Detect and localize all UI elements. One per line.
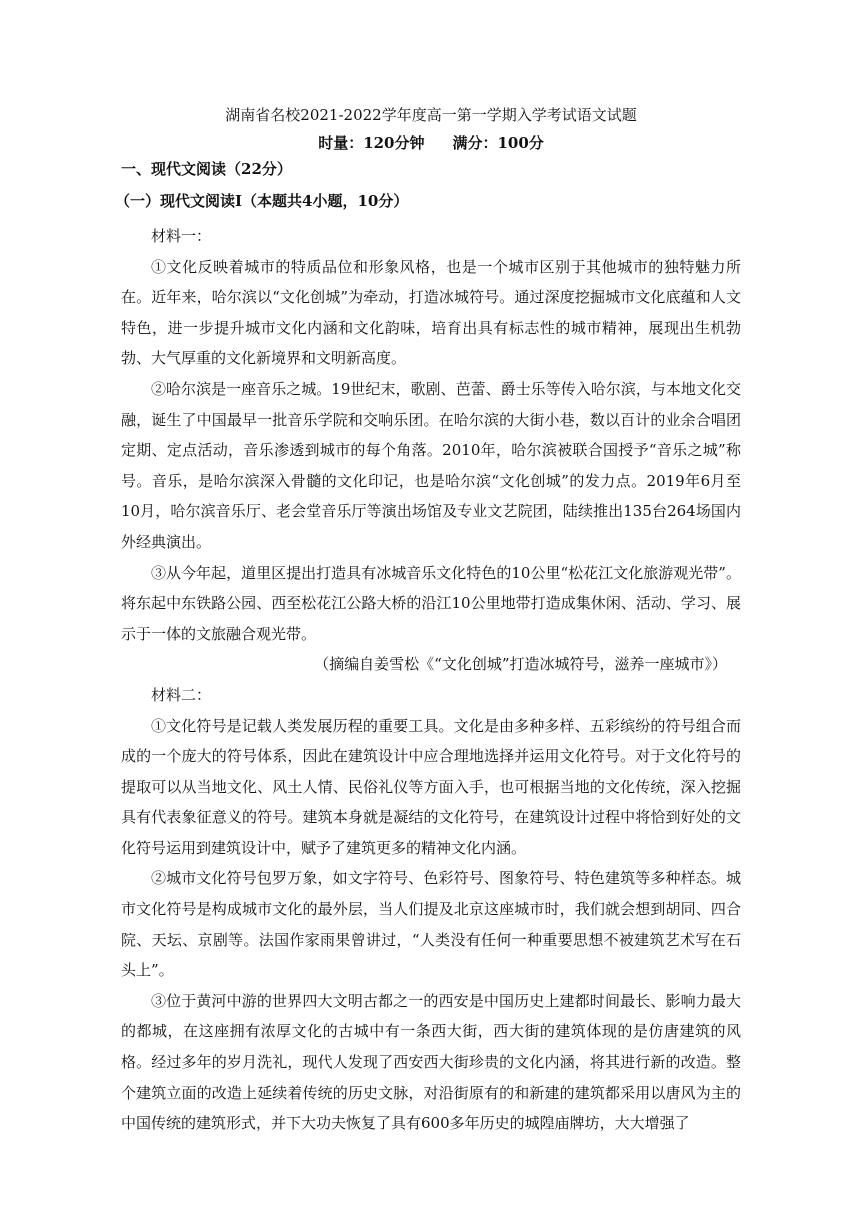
material-1-paragraph-1: ①文化反映着城市的特质品位和形象风格，也是一个城市区别于其他城市的独特魅力所在。近年来，哈尔滨以“文化创城”为牵动，打造冰城符号。通过深度挖掘城市文化底蕴和人文特色，进一步提升城市文化内涵和文化韵味，培育出具有标志性的城市精神，展现出生机勃勃、大气厚重的文化新境界和文明新高度。	[121, 257, 741, 368]
material-1-paragraph-2: ②哈尔滨是一座音乐之城。19世纪末，歌剧、芭蕾、爵士乐等传入哈尔滨，与本地文化交融，诞生了中国最早一批音乐学院和交响乐团。在哈尔滨的大街小巷，数以百计的业余合唱团定期、定点活动，音乐渗透到城市的每个角落。2010年，哈尔滨被联合国授予“音乐之城”称号。音乐，是哈尔滨深入骨髓的文化印记，也是哈尔滨“文化创城”的发力点。2019年6月至10月，哈尔滨音乐厅、老会堂音乐厅等演出场馆及专业文艺院团，陆续推出135台264场国内外经典演出。	[121, 379, 741, 551]
time-limit: 时量：120分钟	[318, 134, 425, 152]
material-1-source: （摘编自姜雪松《“文化创城”打造冰城符号，滋养一座城市》）	[314, 655, 727, 674]
material-1-label: 材料一：	[151, 227, 212, 245]
material-2-paragraph-3: ③位于黄河中游的世界四大文明古都之一的西安是中国历史上建都时间最长、影响力最大的都城，在这座拥有浓厚文化的古城中有一条西大街，西大街的建筑体现的是仿唐建筑的风格。经过多年的岁月洗礼，现代人发现了西安西大街珍贵的文化内涵，将其进行新的改造。整个建筑立面的改造上延续着传统的历史文脉，对沿街原有的和新建的建筑都采用以唐风为主的中国传统的建筑形式，并下大功夫恢复了具有600多年历史的城隍庙牌坊，大大增强了	[121, 991, 741, 1133]
reading-passage	[121, 221, 741, 1139]
material-1-paragraph-3: ③从今年起，道里区提出打造具有冰城音乐文化特色的10公里“松花江文化旅游观光带”。将东起中东铁路公园、西至松花江公路大桥的沿江10公里地带打造成集休闲、活动、学习、展示于一体的文旅融合观光带。	[121, 563, 741, 643]
subsection-heading: （一）现代文阅读Ⅰ（本题共4小题，10分）	[115, 192, 409, 210]
material-2-label: 材料二：	[151, 685, 212, 704]
material-2-paragraph-2: ②城市文化符号包罗万象，如文字符号、色彩符号、图象符号、特色建筑等多种样态。城市文化符号是构成城市文化的最外层，当人们提及北京这座城市时，我们就会想到胡同、四合院、天坛、京剧等。法国作家雨果曾讲过，“人类没有任何一种重要思想不被建筑艺术写在石头上”。	[121, 869, 741, 980]
exam-info	[121, 132, 741, 154]
full-score: 满分：100分	[452, 134, 544, 152]
material-2-paragraph-1: ①文化符号是记载人类发展历程的重要工具。文化是由多种多样、五彩缤纷的符号组合而成的一个庞大的符号体系，因此在建筑设计中应合理地选择并运用文化符号。对于文化符号的提取可以从当地文化、风土人情、民俗礼仪等方面入手，也可根据当地的文化传统，深入挖掘具有代表象征意义的符号。建筑本身就是凝结的文化符号，在建筑设计过程中将恰到好处的文化符号运用到建筑设计中，赋予了建筑更多的精神文化内涵。	[121, 716, 741, 857]
section-heading: 一、现代文阅读（22分）	[121, 160, 292, 178]
exam-title: 湖南省名校2021-2022学年度高一第一学期入学考试语文试题	[225, 106, 637, 124]
